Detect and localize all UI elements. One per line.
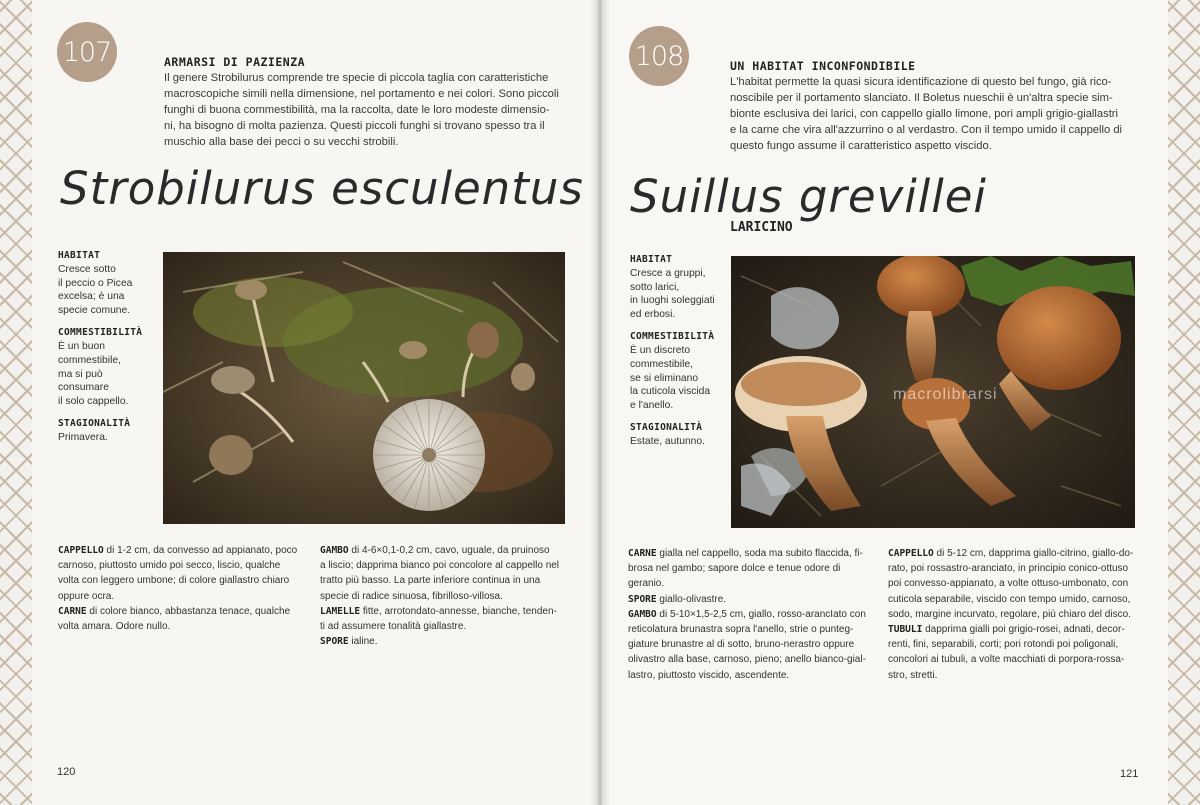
description-line: poi convesso-appianato, a volte ottuso-umbonato, con bbox=[888, 578, 1129, 590]
edibility-line: il solo cappello. bbox=[58, 395, 129, 407]
description-paragraph bbox=[320, 604, 568, 634]
decorative-border-left bbox=[0, 0, 32, 805]
edibility-line: È un buon bbox=[58, 341, 105, 353]
edibility-line: commestibile, bbox=[630, 358, 693, 370]
description-line: volta con leggero umbone; di colore giallastro chiaro bbox=[58, 575, 290, 587]
intro-line: L'habitat permette la quasi sicura identificazione di questo bel fungo, già rico- bbox=[730, 76, 1112, 88]
term-flesh: CARNE bbox=[58, 605, 87, 617]
term-stem: GAMBO bbox=[628, 608, 657, 620]
intro-title: UN HABITAT INCONFONDIBILE bbox=[730, 59, 916, 73]
page-number-left: 120 bbox=[57, 766, 76, 778]
season-line: Primavera. bbox=[58, 432, 108, 444]
term-cap: CAPPELLO bbox=[888, 548, 934, 559]
intro-line: ni, ha bisogno di molta pazienza. Questi piccoli funghi si trovano spesso tra il bbox=[164, 120, 545, 132]
intro-line: questo fungo assume il caratteristico aspetto viscido. bbox=[730, 140, 992, 152]
description-line: di 5-12 cm, dapprima giallo-citrino, giallo-do- bbox=[933, 548, 1134, 559]
edibility-line: e l'anello. bbox=[630, 399, 674, 411]
description-line: ti ad assumere tonalità giallastre. bbox=[320, 621, 467, 633]
description-paragraph bbox=[320, 634, 568, 649]
description-line: fitte, arrotondato-annesse, bianche, tenden- bbox=[360, 605, 557, 617]
description-line: giallo-olivastre. bbox=[656, 593, 727, 605]
entry-number-badge: 107 bbox=[57, 22, 117, 82]
description-paragraph bbox=[320, 543, 568, 604]
description-line: cuticola separabile, viscido con tempo umido, carnoso, bbox=[888, 593, 1131, 605]
description-line: volta amara. Odore nullo. bbox=[58, 621, 171, 633]
description-line: reticolatura brunastra sopra l'anello, strie o punteg- bbox=[628, 624, 854, 636]
description-line: brosa nel gambo; sapore dolce e tenue odore di geranio. bbox=[628, 563, 841, 590]
term-cap: CAPPELLO bbox=[58, 545, 104, 556]
mushroom-photo bbox=[163, 252, 565, 524]
intro-text bbox=[730, 74, 1150, 154]
term-tubes: TUBULI bbox=[888, 624, 923, 636]
season-heading: STAGIONALITÀ bbox=[630, 422, 703, 434]
description-column-1 bbox=[628, 546, 878, 683]
description-line: lastro, piuttosto viscido, ascendente. bbox=[628, 669, 790, 681]
edibility-heading: COMMESTIBILITÀ bbox=[630, 331, 715, 343]
intro-line: muschio alla base dei pecci o su vecchi strobili. bbox=[164, 136, 399, 148]
description-line: olivastro alla base, carnoso, pieno; anello bianco-gial- bbox=[628, 654, 866, 666]
description-line: carnoso, piuttosto umido poi secco, liscio, qualche bbox=[58, 560, 281, 572]
description-column-2 bbox=[320, 543, 568, 649]
description-line: dapprima gialli poi grigio-rosei, adnati, decor- bbox=[922, 624, 1125, 636]
description-line: gialla nel cappello, soda ma subito flaccida, fi- bbox=[656, 548, 863, 559]
term-gills: LAMELLE bbox=[320, 605, 361, 617]
description-line: a liscio; dapprima bianco poi concolore al cappello nel bbox=[320, 560, 560, 572]
intro-line: Il genere Strobilurus comprende tre specie di piccola taglia con caratteristiche bbox=[164, 72, 549, 84]
habitat-heading: HABITAT bbox=[630, 254, 673, 265]
season-text bbox=[630, 435, 732, 449]
description-line: di 5-10×1,5-2,5 cm, giallo, rosso-arancIato con bbox=[656, 608, 866, 620]
description-line: sodo, margine incurvato, regolare, più chiaro del disco. bbox=[888, 608, 1131, 620]
habitat-line: sotto larici, bbox=[630, 281, 680, 293]
term-spores: SPORE bbox=[320, 636, 349, 648]
description-line: concolori ai tubuli, a volte macchiati di porpora-rossa- bbox=[888, 654, 1125, 666]
season-line: Estate, autunno. bbox=[630, 436, 705, 448]
common-name: LARICINO bbox=[730, 220, 793, 235]
edibility-line: consumare bbox=[58, 382, 109, 394]
page-number-right: 121 bbox=[1120, 768, 1139, 780]
habitat-line: Cresce a gruppi, bbox=[630, 268, 706, 279]
description-line: tratto più basso. La parte inferiore continua in una bbox=[320, 575, 541, 587]
species-name: Strobilurus esculentus bbox=[60, 162, 584, 215]
season-text bbox=[58, 431, 156, 445]
right-page bbox=[602, 0, 1200, 805]
habitat-line: specie comune. bbox=[58, 304, 131, 316]
edibility-text bbox=[58, 340, 156, 408]
edibility-line: la cuticola viscida bbox=[630, 386, 711, 398]
intro-line: e la carne che vira all'azzurrino o al verdastro. Con il tempo umido il cappello di bbox=[730, 124, 1123, 136]
description-line: di 1-2 cm, da convesso ad appianato, poco bbox=[103, 545, 298, 556]
description-paragraph bbox=[628, 592, 878, 607]
edibility-line: se si eliminano bbox=[630, 372, 699, 384]
habitat-text bbox=[630, 267, 732, 321]
description-paragraph bbox=[628, 546, 878, 592]
habitat-line: in luoghi soleggiati bbox=[630, 295, 715, 307]
habitat-line: il peccio o Picea bbox=[58, 277, 133, 289]
description-line: rato, poi rossastro-aranciato, in principio conico-ottuso bbox=[888, 563, 1129, 575]
entry-number-badge: 108 bbox=[629, 26, 689, 86]
description-paragraph bbox=[58, 604, 306, 634]
description-line: oppure ocra. bbox=[58, 590, 115, 602]
intro-title: ARMARSI DI PAZIENZA bbox=[164, 55, 306, 69]
description-paragraph bbox=[58, 543, 306, 604]
description-line: ialine. bbox=[348, 636, 378, 648]
description-paragraph bbox=[888, 622, 1144, 683]
description-line: di 4-6×0,1-0,2 cm, cavo, uguale, da pruinoso bbox=[348, 545, 550, 556]
term-stem: GAMBO bbox=[320, 545, 349, 556]
edibility-text bbox=[630, 344, 732, 412]
edibility-line: commestibile, bbox=[58, 354, 121, 366]
intro-text bbox=[164, 70, 574, 150]
description-paragraph bbox=[888, 546, 1144, 622]
description-line: renti, fini, separabili, corti; pori rotondi poi poligonali, bbox=[888, 639, 1119, 651]
mushroom-photo bbox=[731, 256, 1135, 528]
habitat-line: excelsa; è una bbox=[58, 291, 125, 303]
habitat-line: Cresce sotto bbox=[58, 264, 116, 275]
species-name: Suillus grevillei bbox=[630, 170, 987, 223]
term-flesh: CARNE bbox=[628, 548, 657, 559]
season-heading: STAGIONALITÀ bbox=[58, 418, 131, 430]
description-line: giature brunastre al di sotto, bruno-nerastro oppure bbox=[628, 639, 855, 651]
description-line: di colore bianco, abbastanza tenace, qualche bbox=[86, 605, 291, 617]
description-paragraph bbox=[628, 607, 878, 683]
description-column-2 bbox=[888, 546, 1144, 683]
sidebar-facts bbox=[630, 254, 732, 459]
mushroom-photo-illustration bbox=[163, 252, 565, 524]
left-page bbox=[0, 0, 598, 805]
description-column-1 bbox=[58, 543, 306, 634]
intro-line: macroscopiche simili nella dimensione, nel portamento e nei colori. Sono piccoli bbox=[164, 88, 559, 100]
intro-line: noscibile per il portamento slanciato. Il Boletus nueschii è un'altra specie sim- bbox=[730, 92, 1113, 104]
edibility-line: È un discreto bbox=[630, 345, 691, 357]
habitat-heading: HABITAT bbox=[58, 250, 101, 261]
habitat-text bbox=[58, 263, 156, 317]
description-line: stro, stretti. bbox=[888, 669, 938, 681]
edibility-heading: COMMESTIBILITÀ bbox=[58, 327, 143, 339]
watermark: macrolibrarsi bbox=[893, 386, 998, 403]
edibility-line: ma si può bbox=[58, 368, 103, 380]
term-spores: SPORE bbox=[628, 593, 657, 605]
habitat-line: ed erbosi. bbox=[630, 308, 676, 320]
book-gutter bbox=[590, 0, 610, 805]
sidebar-facts bbox=[58, 250, 156, 455]
description-line: specie di radice sinuosa, fibrilloso-villosa. bbox=[320, 590, 503, 602]
decorative-border-right bbox=[1168, 0, 1200, 805]
intro-line: funghi di buona commestibilità, ma la raccolta, date le loro modeste dimensio- bbox=[164, 104, 550, 116]
intro-line: bionte esclusiva dei larici, con cappello giallo limone, pori ampli grigio-giallastri bbox=[730, 108, 1119, 120]
